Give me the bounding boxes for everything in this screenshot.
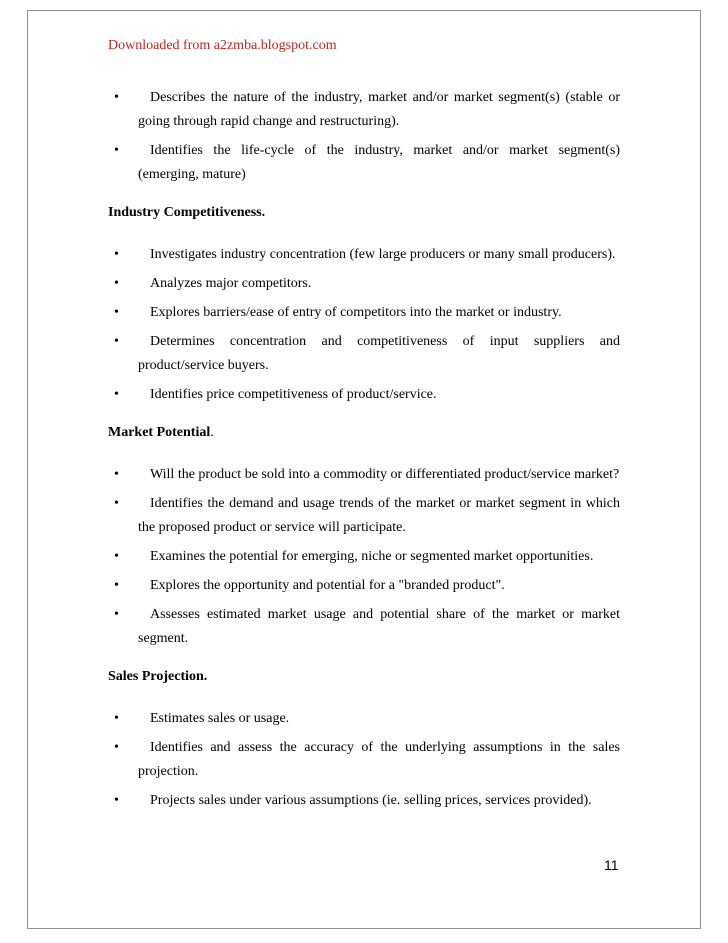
list-item <box>108 243 620 267</box>
page-number: 11 <box>604 857 619 873</box>
section-heading-market-potential <box>108 421 620 445</box>
list-item <box>108 330 620 378</box>
bullet-icon: • <box>114 143 119 158</box>
section-heading-trail: . <box>210 425 214 440</box>
bullet-icon: • <box>114 607 119 622</box>
list-item <box>108 383 620 407</box>
section-heading-industry-competitiveness <box>108 201 620 225</box>
document-body <box>108 86 620 818</box>
bullet-icon: • <box>114 387 119 402</box>
intro-bullet-list <box>108 86 620 187</box>
market-potential-list <box>108 463 620 651</box>
section-heading-text: Sales Projection. <box>108 669 208 684</box>
source-header[interactable]: Downloaded from a2zmba.blogspot.com <box>108 38 337 53</box>
bullet-text: Describes the nature of the industry, market and/or market segment(s) (stable or going through rapid change and restructuring). <box>138 90 620 129</box>
bullet-text: Examines the potential for emerging, niche or segmented market opportunities. <box>150 549 594 564</box>
list-item <box>108 789 620 813</box>
bullet-text: Identifies and assess the accuracy of the underlying assumptions in the sales projection. <box>138 740 620 779</box>
list-item <box>108 139 620 187</box>
bullet-text: Explores barriers/ease of entry of competitors into the market or industry. <box>150 305 562 320</box>
list-item <box>108 492 620 540</box>
bullet-text: Determines concentration and competitiveness of input suppliers and product/service buyers. <box>138 334 620 373</box>
bullet-icon: • <box>114 247 119 262</box>
list-item <box>108 603 620 651</box>
list-item <box>108 707 620 731</box>
bullet-text: Identifies price competitiveness of product/service. <box>150 387 437 402</box>
sales-projection-list <box>108 707 620 813</box>
bullet-icon: • <box>114 578 119 593</box>
section-heading-text: Industry Competitiveness. <box>108 205 266 220</box>
section-heading-sales-projection <box>108 665 620 689</box>
bullet-text: Explores the opportunity and potential for a "branded product". <box>150 578 505 593</box>
bullet-text: Identifies the demand and usage trends of the market or market segment in which the proposed product or service will participate. <box>138 496 620 535</box>
list-item <box>108 545 620 569</box>
bullet-icon: • <box>114 90 119 105</box>
bullet-icon: • <box>114 334 119 349</box>
bullet-text: Will the product be sold into a commodity or differentiated product/service market? <box>150 467 620 482</box>
bullet-text: Identifies the life-cycle of the industry, market and/or market segment(s) (emerging, mature) <box>138 143 620 182</box>
bullet-icon: • <box>114 496 119 511</box>
bullet-text: Analyzes major competitors. <box>150 276 312 291</box>
bullet-icon: • <box>114 711 119 726</box>
list-item <box>108 574 620 598</box>
bullet-icon: • <box>114 276 119 291</box>
section-heading-text: Market Potential <box>108 425 211 440</box>
industry-competitiveness-list <box>108 243 620 407</box>
list-item <box>108 736 620 784</box>
bullet-icon: • <box>114 549 119 564</box>
list-item <box>108 86 620 134</box>
bullet-icon: • <box>114 467 119 482</box>
list-item <box>108 463 620 487</box>
bullet-text: Assesses estimated market usage and potential share of the market or market segment. <box>138 607 620 646</box>
bullet-text: Investigates industry concentration (few large producers or many small producers). <box>150 247 616 262</box>
list-item <box>108 272 620 296</box>
list-item <box>108 301 620 325</box>
bullet-text: Projects sales under various assumptions (ie. selling prices, services provided). <box>150 793 592 808</box>
bullet-text: Estimates sales or usage. <box>150 711 290 726</box>
bullet-icon: • <box>114 305 119 320</box>
bullet-icon: • <box>114 740 119 755</box>
bullet-icon: • <box>114 793 119 808</box>
